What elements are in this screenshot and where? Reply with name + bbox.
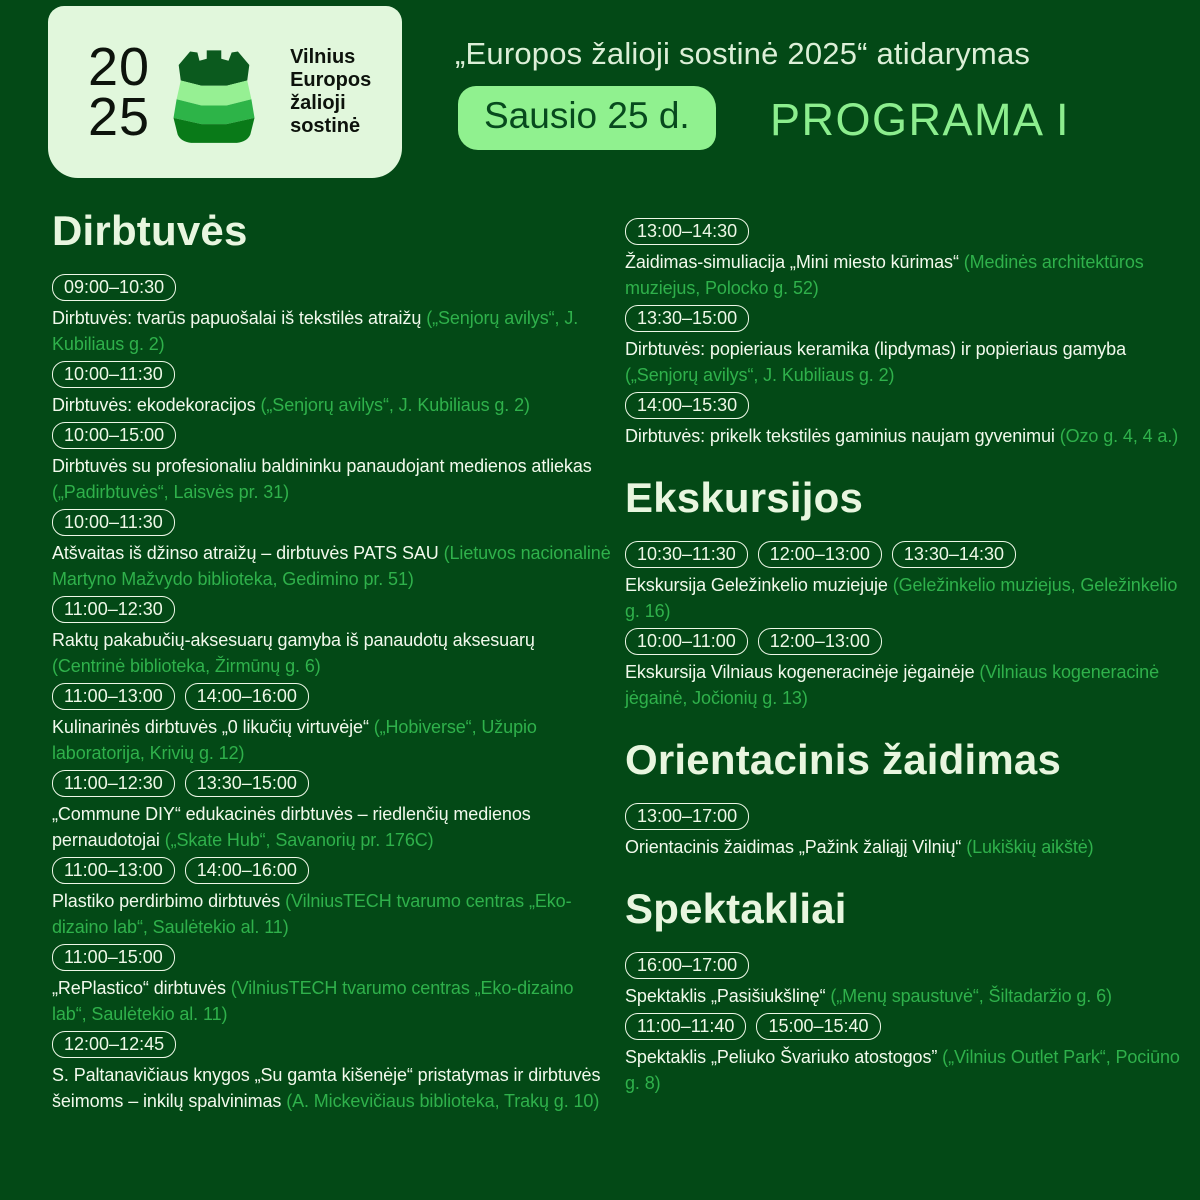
page-title: „Europos žalioji sostinė 2025“ atidarymas <box>455 36 1031 71</box>
time-badge-row <box>52 509 612 536</box>
event-title: Spektaklis „Pasišiukšlinę“ <box>625 986 826 1006</box>
time-badge-row <box>52 422 612 449</box>
event-title: Atšvaitas iš džinso atraižų – dirbtuvės PATS SAU <box>52 543 439 563</box>
event-item <box>625 952 1185 1009</box>
time-badge-row <box>52 274 612 301</box>
event-title: „Commune DIY“ edukacinės dirbtuvės – riedlenčių medienos pernaudotojai <box>52 804 531 850</box>
event-item <box>625 541 1185 624</box>
event-description <box>625 336 1185 388</box>
event-location: („Hobiverse“, Užupio laboratorija, Krivių g. 12) <box>52 717 537 763</box>
event-description <box>625 249 1185 301</box>
event-description <box>625 423 1185 449</box>
time-badge: 13:00–14:30 <box>625 218 749 245</box>
section-heading: Orientacinis žaidimas <box>625 736 1062 783</box>
time-badge: 12:00–13:00 <box>758 541 882 568</box>
time-badge-row <box>52 944 612 971</box>
time-badge: 14:00–16:00 <box>185 683 309 710</box>
event-title: Ekskursija Vilniaus kogeneracinėje jėgainėje <box>625 662 975 682</box>
section-heading: Spektakliai <box>625 885 847 932</box>
event-item <box>625 803 1185 860</box>
event-description <box>625 834 1185 860</box>
event-item <box>52 770 612 853</box>
time-badge: 16:00–17:00 <box>625 952 749 979</box>
time-badge: 10:00–11:30 <box>52 509 175 536</box>
time-badge: 11:00–11:40 <box>625 1013 746 1040</box>
time-badge: 13:30–15:00 <box>185 770 309 797</box>
event-location: (Vilniaus kogeneracinė jėgainė, Jočionių g. 13) <box>625 662 1159 708</box>
time-badge: 10:00–11:00 <box>625 628 748 655</box>
time-badge: 11:00–15:00 <box>52 944 175 971</box>
event-description <box>625 659 1185 711</box>
time-badge-row <box>625 218 1185 245</box>
event-description <box>52 888 612 940</box>
event-location: (Lukiškių aikštė) <box>966 837 1094 857</box>
event-location: („Senjorų avilys“, J. Kubiliaus g. 2) <box>625 365 895 385</box>
time-badge-row <box>52 1031 612 1058</box>
logo-wordmark-line: Europos <box>290 69 372 91</box>
time-badge-row <box>52 770 612 797</box>
event-location: (Medinės architektūros muziejus, Polocko g. 52) <box>625 252 1144 298</box>
event-item <box>52 361 612 418</box>
event-title: Dirbtuvės: ekodekoracijos <box>52 395 256 415</box>
event-location: („Senjorų avilys“, J. Kubiliaus g. 2) <box>260 395 530 415</box>
time-badge-row <box>52 857 612 884</box>
time-badge: 11:00–12:30 <box>52 596 175 623</box>
event-location: (Centrinė biblioteka, Žirmūnų g. 6) <box>52 656 321 676</box>
time-badge-row <box>625 628 1185 655</box>
event-item <box>625 628 1185 711</box>
event-item <box>52 944 612 1027</box>
event-location: (VilniusTECH tvarumo centras „Eko-dizaino lab“, Saulėtekio al. 11) <box>52 978 574 1024</box>
event-title: Žaidimas-simuliacija „Mini miesto kūrimas“ <box>625 252 959 272</box>
event-description <box>52 627 612 679</box>
event-title: Raktų pakabučių-aksesuarų gamyba iš panaudotų aksesuarų <box>52 630 535 650</box>
time-badge-row <box>625 1013 1185 1040</box>
event-location: („Vilnius Outlet Park“, Pociūno g. 8) <box>625 1047 1180 1093</box>
event-description <box>52 392 612 418</box>
column-right <box>625 218 1185 1100</box>
event-location: („Skate Hub“, Savanorių pr. 176C) <box>164 830 434 850</box>
time-badge: 11:00–13:00 <box>52 857 175 884</box>
time-badge: 12:00–13:00 <box>758 628 882 655</box>
event-title: „RePlastico“ dirbtuvės <box>52 978 226 998</box>
time-badge: 15:00–15:40 <box>756 1013 880 1040</box>
logo-wordmark-line: žalioji <box>290 92 346 114</box>
event-item <box>52 683 612 766</box>
time-badge-row <box>625 952 1185 979</box>
event-item <box>52 1031 612 1114</box>
column-left <box>52 207 612 1118</box>
event-description <box>52 540 612 592</box>
time-badge-row <box>52 361 612 388</box>
logo-year-top: 20 <box>88 37 151 97</box>
time-badge: 13:00–17:00 <box>625 803 749 830</box>
event-description <box>52 975 612 1027</box>
event-item <box>52 857 612 940</box>
event-location: („Senjorų avilys“, J. Kubiliaus g. 2) <box>52 308 579 354</box>
logo-year <box>88 37 151 147</box>
event-title: S. Paltanavičiaus knygos „Su gamta kišenėje“ pristatymas ir dirbtuvės šeimoms – inkilų spalvinimas <box>52 1065 601 1111</box>
time-badge: 09:00–10:30 <box>52 274 176 301</box>
time-badge-row <box>52 596 612 623</box>
time-badge: 11:00–13:00 <box>52 683 175 710</box>
event-location: (Ozo g. 4, 4 a.) <box>1059 426 1179 446</box>
event-location: (VilniusTECH tvarumo centras „Eko-dizaino lab“, Saulėtekio al. 11) <box>52 891 572 937</box>
event-item <box>52 274 612 357</box>
event-title: Plastiko perdirbimo dirbtuvės <box>52 891 281 911</box>
event-location: („Padirbtuvės“, Laisvės pr. 31) <box>52 482 289 502</box>
vilnius-green-capital-logo-card <box>48 6 402 178</box>
logo-year-bottom: 25 <box>88 87 151 147</box>
event-item <box>52 509 612 592</box>
section-heading: Dirbtuvės <box>52 207 248 254</box>
event-description <box>52 801 612 853</box>
event-description <box>625 1044 1185 1096</box>
time-badge: 13:30–14:30 <box>892 541 1016 568</box>
time-badge: 10:30–11:30 <box>625 541 748 568</box>
event-title: Dirbtuvės su profesionaliu baldininku panaudojant medienos atliekas <box>52 456 592 476</box>
logo-wordmark-line: Vilnius <box>290 46 356 68</box>
logo-wordmark-line: sostinė <box>290 115 361 137</box>
event-description <box>52 1062 612 1114</box>
event-description <box>52 453 612 505</box>
time-badge: 14:00–15:30 <box>625 392 749 419</box>
event-location: (Geležinkelio muziejus, Geležinkelio g. 16) <box>625 575 1178 621</box>
time-badge-row <box>625 392 1185 419</box>
time-badge: 13:30–15:00 <box>625 305 749 332</box>
event-title: Orientacinis žaidimas „Pažink žaliąjį Vilnių“ <box>625 837 962 857</box>
event-description <box>52 714 612 766</box>
event-description <box>52 305 612 357</box>
event-title: Ekskursija Geležinkelio muziejuje <box>625 575 888 595</box>
event-item <box>625 305 1185 388</box>
event-item <box>625 218 1185 301</box>
event-item <box>625 392 1185 449</box>
event-title: Kulinarinės dirbtuvės „0 likučių virtuvėje“ <box>52 717 369 737</box>
event-location: (A. Mickevičiaus biblioteka, Trakų g. 10) <box>286 1091 600 1111</box>
time-badge-row <box>625 305 1185 332</box>
event-item <box>52 596 612 679</box>
event-title: Dirbtuvės: prikelk tekstilės gaminius naujam gyvenimui <box>625 426 1055 446</box>
logo-wordmark <box>290 46 371 138</box>
event-title: Spektaklis „Peliuko Švariuko atostogos” <box>625 1047 938 1067</box>
event-location: (Lietuvos nacionalinė Martyno Mažvydo biblioteka, Gedimino pr. 51) <box>52 543 611 589</box>
time-badge: 10:00–11:30 <box>52 361 175 388</box>
event-title: Dirbtuvės: popieriaus keramika (lipdymas) ir popieriaus gamyba <box>625 339 1127 359</box>
time-badge: 10:00–15:00 <box>52 422 176 449</box>
gediminas-tower-icon <box>162 39 266 147</box>
date-badge: Sausio 25 d. <box>458 86 716 150</box>
event-location: („Menų spaustuvė“, Šiltadaržio g. 6) <box>830 986 1112 1006</box>
event-item <box>625 1013 1185 1096</box>
event-title: Dirbtuvės: tvarūs papuošalai iš tekstilės atraižų <box>52 308 422 328</box>
time-badge: 11:00–12:30 <box>52 770 175 797</box>
program-label: PROGRAMA I <box>770 94 1071 145</box>
event-description <box>625 983 1185 1009</box>
time-badge-row <box>52 683 612 710</box>
time-badge-row <box>625 541 1185 568</box>
event-item <box>52 422 612 505</box>
time-badge-row <box>625 803 1185 830</box>
section-heading: Ekskursijos <box>625 474 863 521</box>
event-description <box>625 572 1185 624</box>
time-badge: 14:00–16:00 <box>185 857 309 884</box>
time-badge: 12:00–12:45 <box>52 1031 176 1058</box>
